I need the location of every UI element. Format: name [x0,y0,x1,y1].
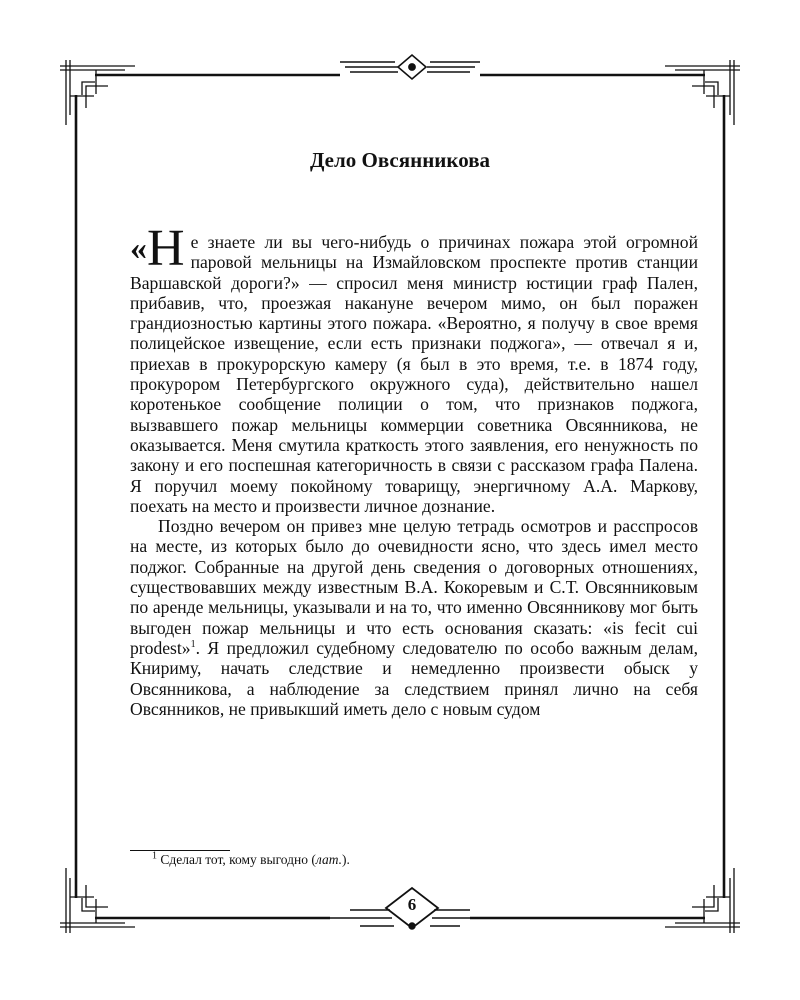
paragraph-1-text: е знаете ли вы чего-нибудь о причинах пожара этой огромной паровой мельницы на Измайловском проспекте против станции Варшавской дороги?» — спросил меня министр юстиции граф Пален, прибавив, что, проезжая накануне вечером мимо, он был поражен грандиозностью картины этого пожара. «Вероятно, я получу в свое время полицейское извещение, если есть признаки поджога», — отвечал я и, приехав в прокурорскую камеру (я был в это время, т.е. в 1874 году, прокурором Петербургского окружного суда), действительно нашел коротенькое сообщение полиции о том, что признаков поджога, вызвавшего пожар мельницы коммерции советника Овсянникова, не оказывается. Меня смутила краткость этого заявления, его ненужность по закону и его поспешная категоричность в связи с рассказом графа Палена. Я поручил моему покойному товарищу, энергичному А.А. Маркову, поехать на место и произвести личное дознание. [130,232,698,516]
paragraph-2-text-before: Поздно вечером он привез мне целую тетрадь осмотров и расспросов на месте, из которых было до очевидности ясно, что здесь имел место поджог. Собранные на другой день сведения о договорных отношениях, существовавших между известным В.А. Кокоревым и С.Т. Овсянниковым по аренде мельницы, указывали и на то, что именно Овсянникову мог быть выгоден пожар мельницы и что есть основания сказать: «is fecit cui prodest» [130,516,698,658]
body-text [130,220,698,719]
paragraph-1 [130,220,698,516]
footnote [152,852,350,868]
corner-ornament-top-left [60,60,135,125]
footnote-divider [130,850,230,851]
chapter-title: Дело Овсянникова [309,148,491,172]
corner-ornament-bottom-left [60,868,135,933]
footnote-reference[interactable]: 1 [190,639,196,651]
opening-quote-mark: « [130,230,147,267]
paragraph-2-text-after: . Я предложил судебному следователю по особо важным делам, Книриму, начать следствие и немедленно произвести обыск у Овсянникова, а наблюдение за следствием принял лично на себя Овсянников, не привыкший иметь дело с новым судом [130,637,698,719]
footnote-text-before: Сделал тот, кому выгодно ( [157,852,316,867]
corner-ornament-top-right [665,60,740,125]
dropcap-letter: Н [147,220,185,277]
top-diamond-ornament [340,55,480,79]
page-number: 6 [407,895,417,914]
footnote-text-italic: лат. [315,852,342,867]
corner-ornament-bottom-right [665,868,740,933]
paragraph-2 [130,516,698,719]
dropcap-block [130,220,185,277]
footnote-text-after: ). [341,852,350,867]
footnote-mark: 1 [152,850,157,862]
